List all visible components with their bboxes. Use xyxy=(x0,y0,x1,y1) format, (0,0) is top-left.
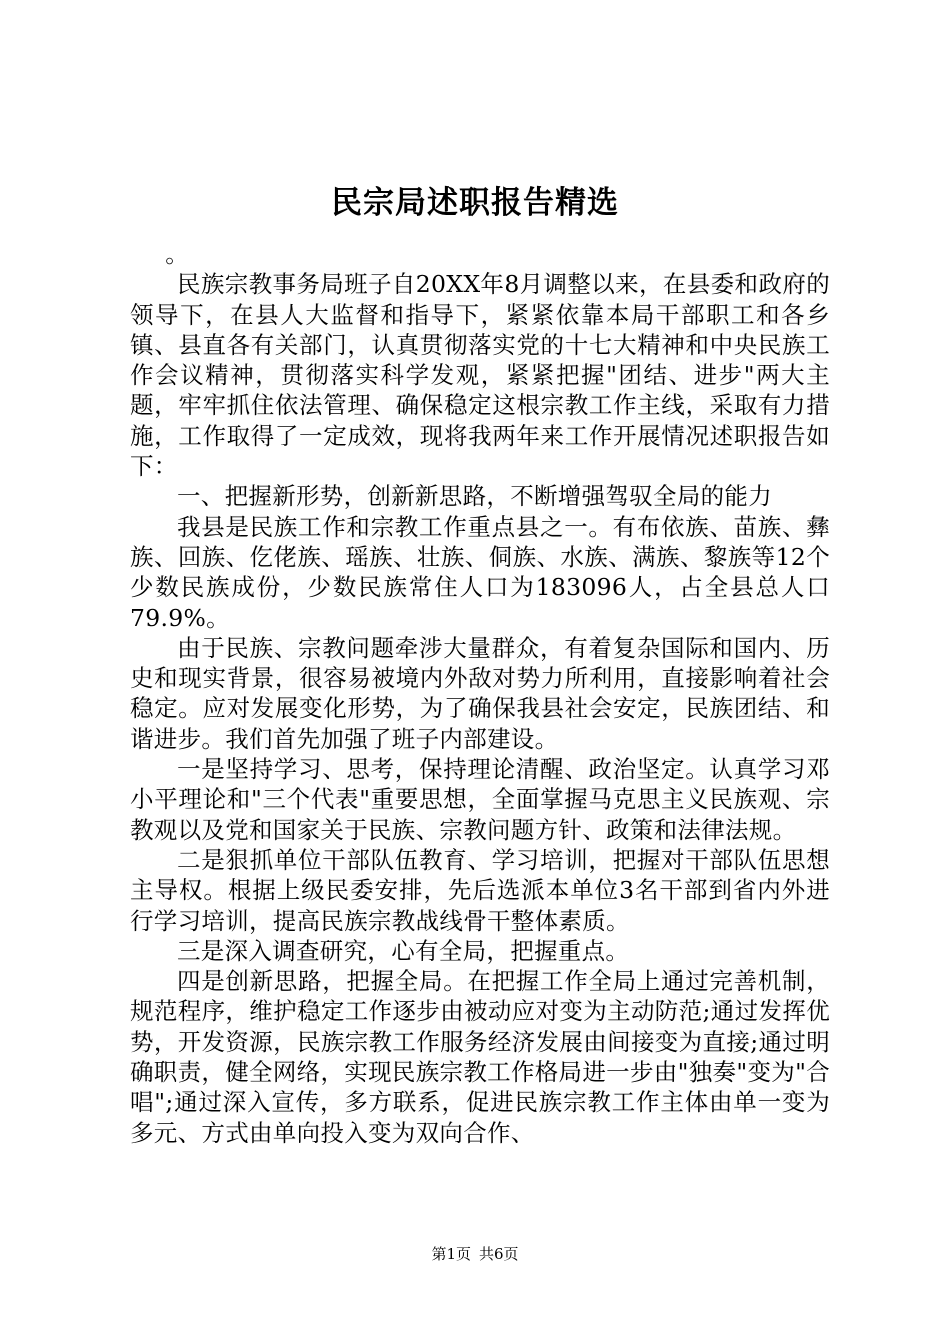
document-title: 民宗局述职报告精选 xyxy=(331,185,619,221)
paragraph: 。 xyxy=(165,240,190,268)
page-number: 第1页 xyxy=(431,1245,471,1263)
paragraph: 一是坚持学习、思考，保持理论清醒、政治坚定。认真学习邓小平理论和"三个代表"重要思想，全面掌握马克思主义民族观、宗教观以及党和国家关于民族、宗教问题方针、政策和法律法规。 xyxy=(130,755,830,844)
paragraph: 由于民族、宗教问题牵涉大量群众，有着复杂国际和国内、历史和现实背景，很容易被境内外敌对势力所利用，直接影响着社会稳定。应对发展变化形势，为了确保我县社会安定，民族团结、和谐进步。我们首先加强了班子内部建设。 xyxy=(130,633,830,753)
paragraph: 四是创新思路，把握全局。在把握工作全局上通过完善机制，规范程序，维护稳定工作逐步由被动应对变为主动防范;通过发挥优势，开发资源，民族宗教工作服务经济发展由间接变为直接;通过明确职责，健全网络，实现民族宗教工作格局进一步由"独奏"变为"合唱";通过深入宣传，多方联系，促进民族宗教工作主体由单一变为多元、方式由单向投入变为双向合作、 xyxy=(130,967,830,1147)
document-body xyxy=(130,239,830,1148)
paragraph: 二是狠抓单位干部队伍教育、学习培训，把握对干部队伍思想主导权。根据上级民委安排，先后选派本单位3名干部到省内外进行学习培训，提高民族宗教战线骨干整体素质。 xyxy=(130,845,830,935)
paragraph: 我县是民族工作和宗教工作重点县之一。有布依族、苗族、彝族、回族、仡佬族、瑶族、壮族、侗族、水族、满族、黎族等12个少数民族成份，少数民族常住人口为183096人，占全县总人口79.9%。 xyxy=(130,512,830,632)
paragraph: 民族宗教事务局班子自20XX年8月调整以来，在县委和政府的领导下，在县人大监督和指导下，紧紧依靠本局干部职工和各乡镇、县直各有关部门，认真贯彻落实党的十七大精神和中央民族工作会议精神，贯彻落实科学发观，紧紧把握"团结、进步"两大主题，牢牢抓住依法管理、确保稳定这根宗教工作主线，采取有力措施，工作取得了一定成效，现将我两年来工作开展情况述职报告如下： xyxy=(130,270,830,481)
section-heading: 一、把握新形势，创新新思路，不断增强驾驭全局的能力 xyxy=(177,482,772,511)
page-total: 共6页 xyxy=(479,1245,519,1263)
paragraph: 三是深入调查研究，心有全局，把握重点。 xyxy=(177,936,630,965)
page-footer xyxy=(0,1244,950,1264)
